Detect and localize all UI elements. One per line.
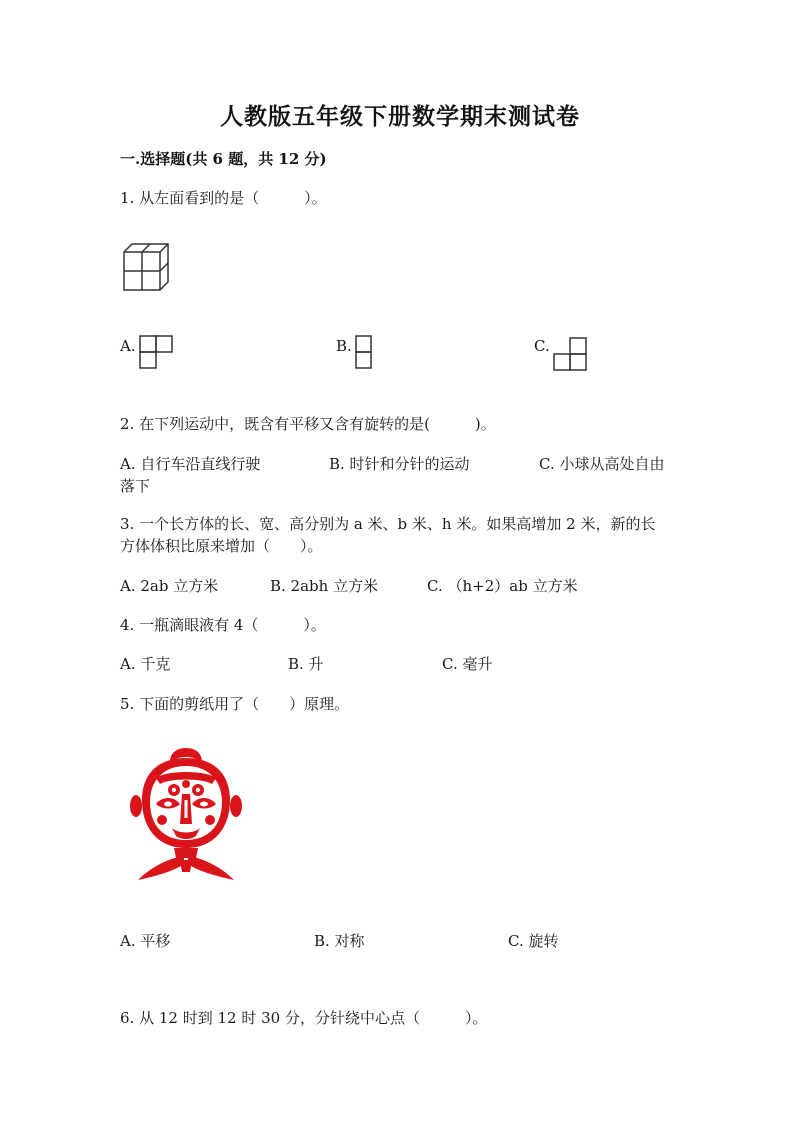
question-5-stem: 5. 下面的剪纸用了（ ）原理。 xyxy=(120,695,350,713)
cube-stack-icon xyxy=(120,240,172,292)
q2-option-a: A. 自行车沿直线行驶 xyxy=(120,455,261,473)
q1-option-c-view-icon xyxy=(552,337,588,373)
q4-option-a: A. 千克 xyxy=(120,655,171,673)
q1-option-c-label: C. xyxy=(534,337,550,355)
q1-option-a-view-icon xyxy=(139,335,175,371)
q2-option-b: B. 时针和分针的运动 xyxy=(329,455,470,473)
question-6-stem: 6. 从 12 时到 12 时 30 分，分针绕中心点（ ）。 xyxy=(120,1009,488,1027)
q2-option-c: C. 小球从高处自由 xyxy=(539,455,665,473)
q3-option-a: A. 2ab 立方米 xyxy=(120,577,219,595)
section-heading: 一.选择题(共 6 题，共 12 分) xyxy=(120,150,327,168)
question-4-stem: 4. 一瓶滴眼液有 4（ ）。 xyxy=(120,616,326,634)
page-title: 人教版五年级下册数学期末测试卷 xyxy=(220,103,580,130)
question-1-stem: 1. 从左面看到的是（ ）。 xyxy=(120,189,327,207)
q5-option-c: C. 旋转 xyxy=(508,932,559,950)
q5-option-b: B. 对称 xyxy=(314,932,365,950)
question-2-stem: 2. 在下列运动中，既含有平移又含有旋转的是( )。 xyxy=(120,415,496,433)
q1-option-b-label: B. xyxy=(336,337,352,355)
q2-option-c-continuation: 落下 xyxy=(120,477,151,495)
q1-option-a-label: A. xyxy=(120,337,136,355)
red-paper-cut-mask-image xyxy=(126,748,246,884)
q3-option-b: B. 2abh 立方米 xyxy=(270,577,379,595)
q5-option-a: A. 平移 xyxy=(120,932,171,950)
q3-option-c: C. （h+2）ab 立方米 xyxy=(427,577,578,595)
question-3-stem-line2: 方体体积比原来增加（ ）。 xyxy=(120,537,323,555)
q4-option-b: B. 升 xyxy=(288,655,324,673)
q4-option-c: C. 毫升 xyxy=(442,655,493,673)
question-3-stem-line1: 3. 一个长方体的长、宽、高分别为 a 米、b 米、h 米。如果高增加 2 米，新的长 xyxy=(120,515,656,533)
q1-option-b-view-icon xyxy=(355,335,373,371)
